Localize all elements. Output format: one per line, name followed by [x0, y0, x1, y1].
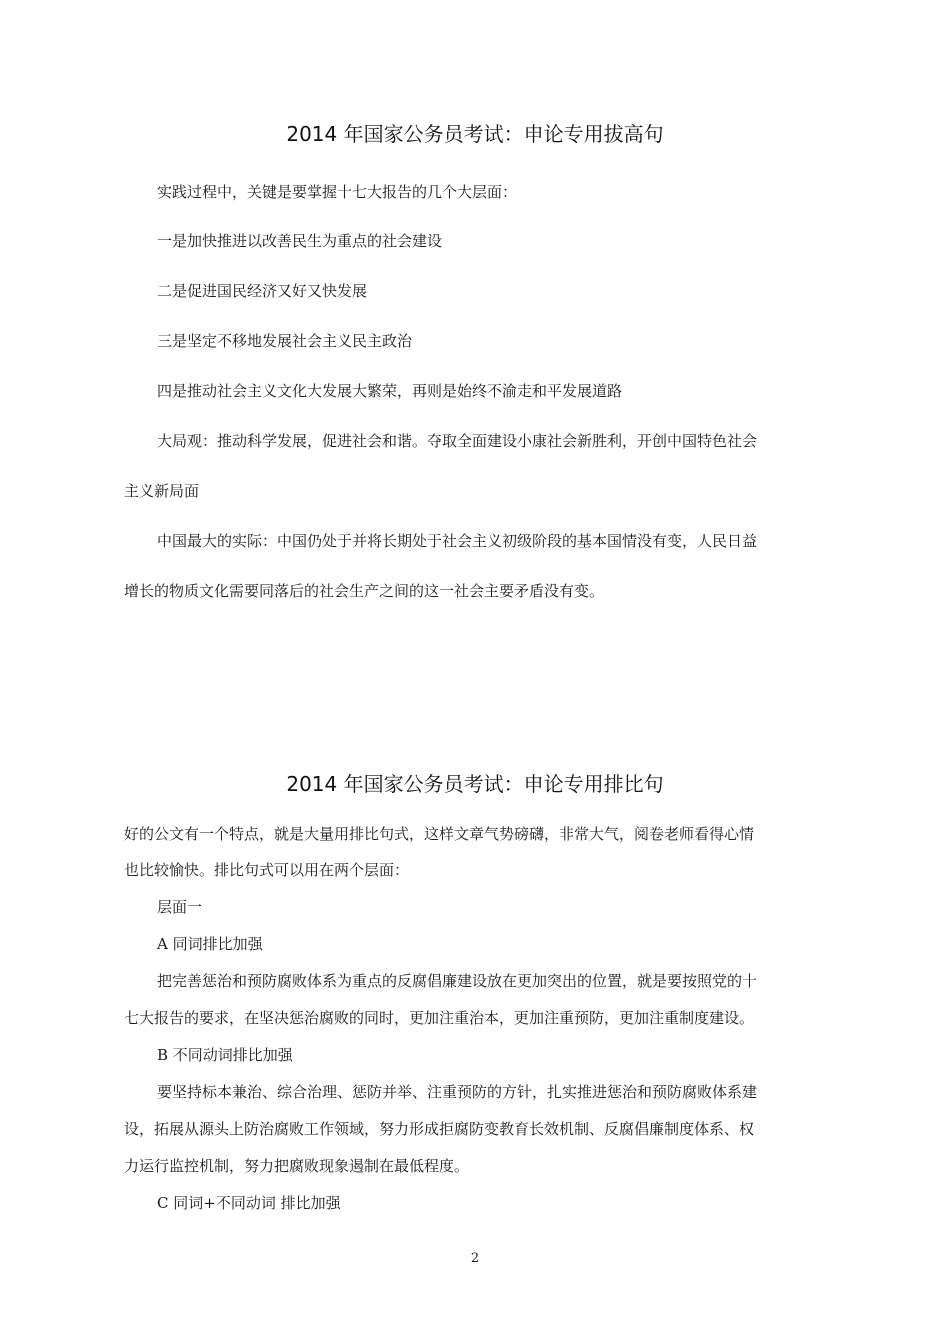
paragraph-line: C 同词+不同动词 排比加强 — [157, 1194, 341, 1212]
paragraph-line: 一是加快推进以改善民生为重点的社会建设 — [157, 232, 443, 250]
page-number: 2 — [470, 1251, 480, 1266]
paragraph-line: 中国最大的实际：中国仍处于并将长期处于社会主义初级阶段的基本国情没有变，人民日益 — [157, 532, 758, 550]
paragraph-line: 层面一 — [157, 898, 203, 916]
paragraph-line: 实践过程中，关键是要掌握十七大报告的几个大层面： — [157, 183, 518, 201]
paragraph-line: 四是推动社会主义文化大发展大繁荣，再则是始终不渝走和平发展道路 — [157, 382, 623, 400]
paragraph-line: 增长的物质文化需要同落后的社会生产之间的这一社会主要矛盾没有变。 — [124, 582, 605, 600]
paragraph-line: 好的公文有一个特点，就是大量用排比句式，这样文章气势磅礴，非常大气，阅卷老师看得心情 — [124, 825, 755, 843]
section-title-gaoju: 2014 年国家公务员考试：申论专用拔高句 — [286, 122, 664, 146]
paragraph-line: 力运行监控机制，努力把腐败现象遏制在最低程度。 — [124, 1157, 470, 1175]
paragraph-line: 要坚持标本兼治、综合治理、惩防并举、注重预防的方针，扎实推进惩治和预防腐败体系建 — [157, 1083, 758, 1101]
paragraph-line: A 同词排比加强 — [157, 935, 263, 953]
paragraph-line: 七大报告的要求，在坚决惩治腐败的同时，更加注重治本，更加注重预防，更加注重制度建设。 — [124, 1009, 755, 1027]
section-title-paibi: 2014 年国家公务员考试：申论专用排比句 — [286, 772, 664, 796]
paragraph-line: 设，拓展从源头上防治腐败工作领域，努力形成拒腐防变教育长效机制、反腐倡廉制度体系、权 — [124, 1120, 755, 1138]
paragraph-line: 主义新局面 — [124, 482, 200, 500]
paragraph-line: 也比较愉快。排比句式可以用在两个层面： — [124, 861, 410, 879]
paragraph-line: 三是坚定不移地发展社会主义民主政治 — [157, 332, 413, 350]
paragraph-line: 把完善惩治和预防腐败体系为重点的反腐倡廉建设放在更加突出的位置，就是要按照党的十 — [157, 972, 758, 990]
paragraph-line: B 不同动词排比加强 — [157, 1046, 293, 1064]
paragraph-line: 大局观：推动科学发展，促进社会和谐。夺取全面建设小康社会新胜利，开创中国特色社会 — [157, 432, 758, 450]
paragraph-line: 二是促进国民经济又好又快发展 — [157, 282, 368, 300]
